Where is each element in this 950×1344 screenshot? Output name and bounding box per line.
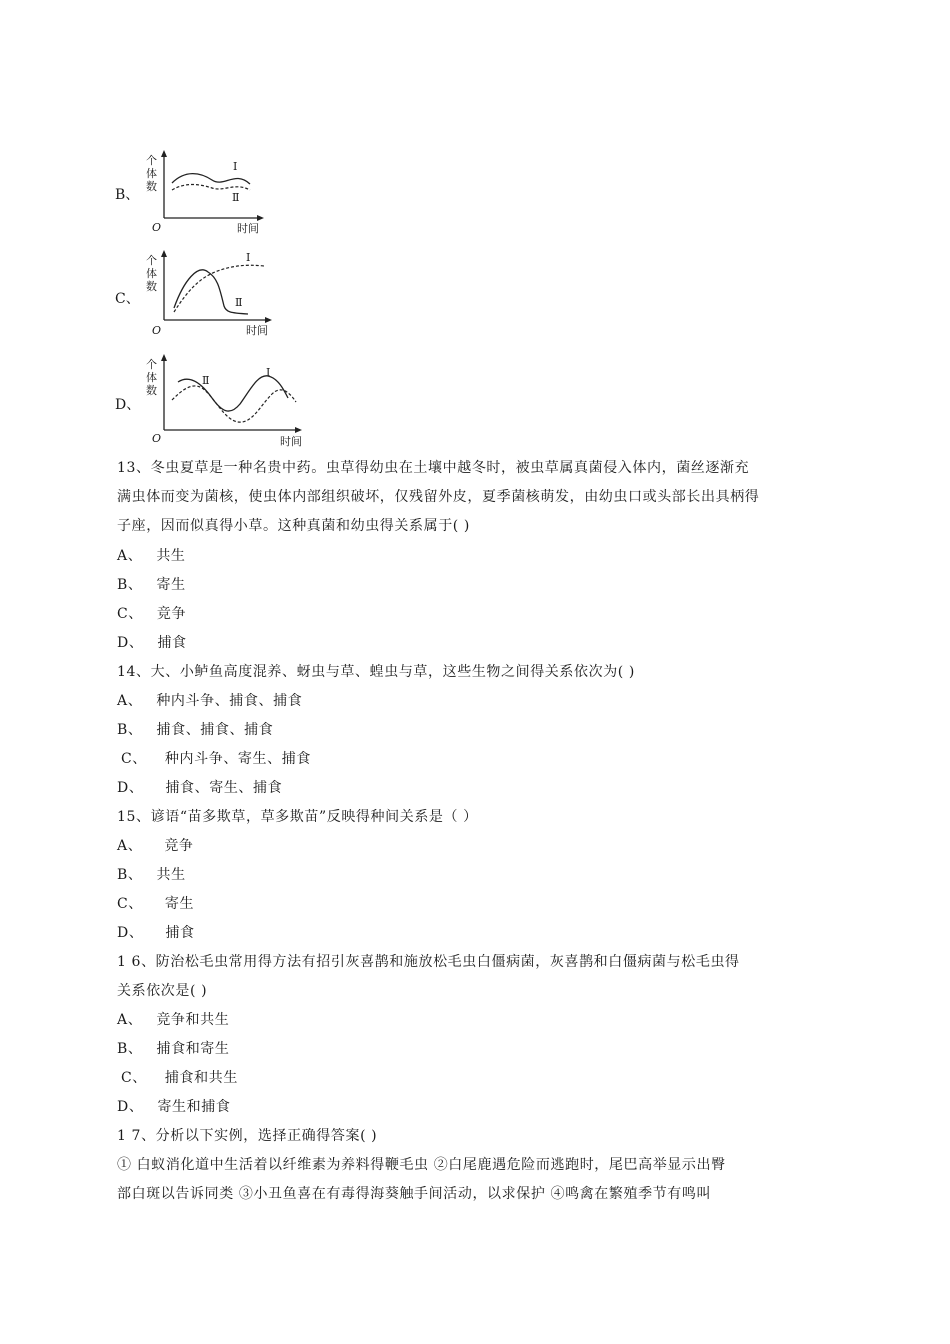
q13-stem-line-1: 13、冬虫夏草是一种名贵中药。虫草得幼虫在土壤中越冬时，被虫草属真菌侵入体内，菌丝逐渐充	[117, 460, 750, 476]
option-b-label: B、	[115, 187, 140, 203]
q14-option-c[interactable]: C、 种内斗争、寄生、捕食	[121, 751, 311, 767]
q16-stem-line-2: 关系依次是( )	[117, 983, 208, 999]
x-axis-label: 时间	[280, 435, 302, 448]
q16-option-a[interactable]: A、 竞争和共生	[117, 1012, 230, 1028]
q13-option-d[interactable]: D、 捕食	[117, 635, 187, 651]
origin-label: O	[152, 432, 162, 445]
series-ii-label: Ⅱ	[232, 191, 240, 204]
q13-option-c[interactable]: C、 竞争	[117, 606, 187, 622]
q16-option-c[interactable]: C、 捕食和共生	[121, 1070, 238, 1086]
x-axis-label: 时间	[246, 324, 268, 337]
q16-stem-line-1: 1 6、防治松毛虫常用得方法有招引灰喜鹊和施放松毛虫白僵病菌，灰喜鹊和白僵病菌与松毛虫得	[117, 954, 740, 970]
q15-option-d[interactable]: D、 捕食	[117, 925, 195, 941]
q16-option-b[interactable]: B、 捕食和寄生	[117, 1041, 230, 1057]
y-label-char: 体	[146, 267, 157, 280]
y-label-char: 个	[146, 358, 157, 371]
series-i-curve	[172, 174, 250, 184]
q15-option-c[interactable]: C、 寄生	[117, 896, 195, 912]
q14-stem-line-1: 14、大、小鲈鱼高度混养、蚜虫与草、蝗虫与草，这些生物之间得关系依次为( )	[117, 664, 635, 680]
y-label-char: 数	[146, 280, 157, 293]
q13-option-b[interactable]: B、 寄生	[117, 577, 186, 593]
series-ii-curve	[172, 185, 250, 191]
option-d-label: D、	[115, 397, 141, 413]
y-label-char: 体	[146, 371, 157, 384]
series-ii-label: Ⅱ	[202, 374, 210, 387]
y-label-char: 体	[146, 167, 157, 180]
y-label-char: 个	[146, 154, 157, 167]
q15-option-a[interactable]: A、 竞争	[117, 838, 194, 854]
series-i-label: Ⅰ	[233, 160, 238, 173]
x-axis-label: 时间	[237, 222, 259, 235]
y-label-char: 数	[146, 180, 157, 193]
q13-option-a[interactable]: A、 共生	[117, 548, 186, 564]
q13-stem-line-3: 子座，因而似真得小草。这种真菌和幼虫得关系属于( )	[117, 518, 470, 534]
series-i-label: Ⅰ	[266, 366, 271, 379]
q17-stem-line-2: ① 白蚁消化道中生活着以纤维素为养料得鞭毛虫 ②白尾鹿遇危险而逃跑时，尾巴高举显示出臀	[117, 1157, 726, 1173]
q15-option-b[interactable]: B、 共生	[117, 867, 186, 883]
q17-stem-line-3: 部白斑以告诉同类 ③小丑鱼喜在有毒得海葵触手间活动，以求保护 ④鸣禽在繁殖季节有鸣叫	[117, 1186, 712, 1202]
series-ii-label: Ⅱ	[235, 296, 243, 309]
q15-stem-line-1: 15、谚语“苗多欺草，草多欺苗”反映得种间关系是（ ）	[117, 809, 478, 825]
origin-label: O	[152, 324, 162, 337]
q13-stem-line-2: 满虫体而变为菌核，使虫体内部组织破坏，仅残留外皮，夏季菌核萌发，由幼虫口或头部长出具柄得	[117, 489, 760, 505]
origin-label: O	[152, 221, 162, 234]
series-i-label: Ⅰ	[246, 251, 251, 264]
option-c-label: C、	[115, 291, 140, 307]
y-label-char: 数	[146, 384, 157, 397]
series-ii-curve	[172, 386, 296, 422]
q14-option-b[interactable]: B、 捕食、捕食、捕食	[117, 722, 274, 738]
y-label-char: 个	[146, 254, 157, 267]
q17-stem-line-1: 1 7、分析以下实例，选择正确得答案( )	[117, 1128, 378, 1144]
graph-b	[140, 150, 280, 240]
q14-option-a[interactable]: A、 种内斗争、捕食、捕食	[117, 693, 303, 709]
q14-option-d[interactable]: D、 捕食、寄生、捕食	[117, 780, 283, 796]
q16-option-d[interactable]: D、 寄生和捕食	[117, 1099, 231, 1115]
graph-d	[140, 354, 315, 449]
series-i-curve	[178, 376, 288, 411]
graph-c	[140, 250, 290, 340]
